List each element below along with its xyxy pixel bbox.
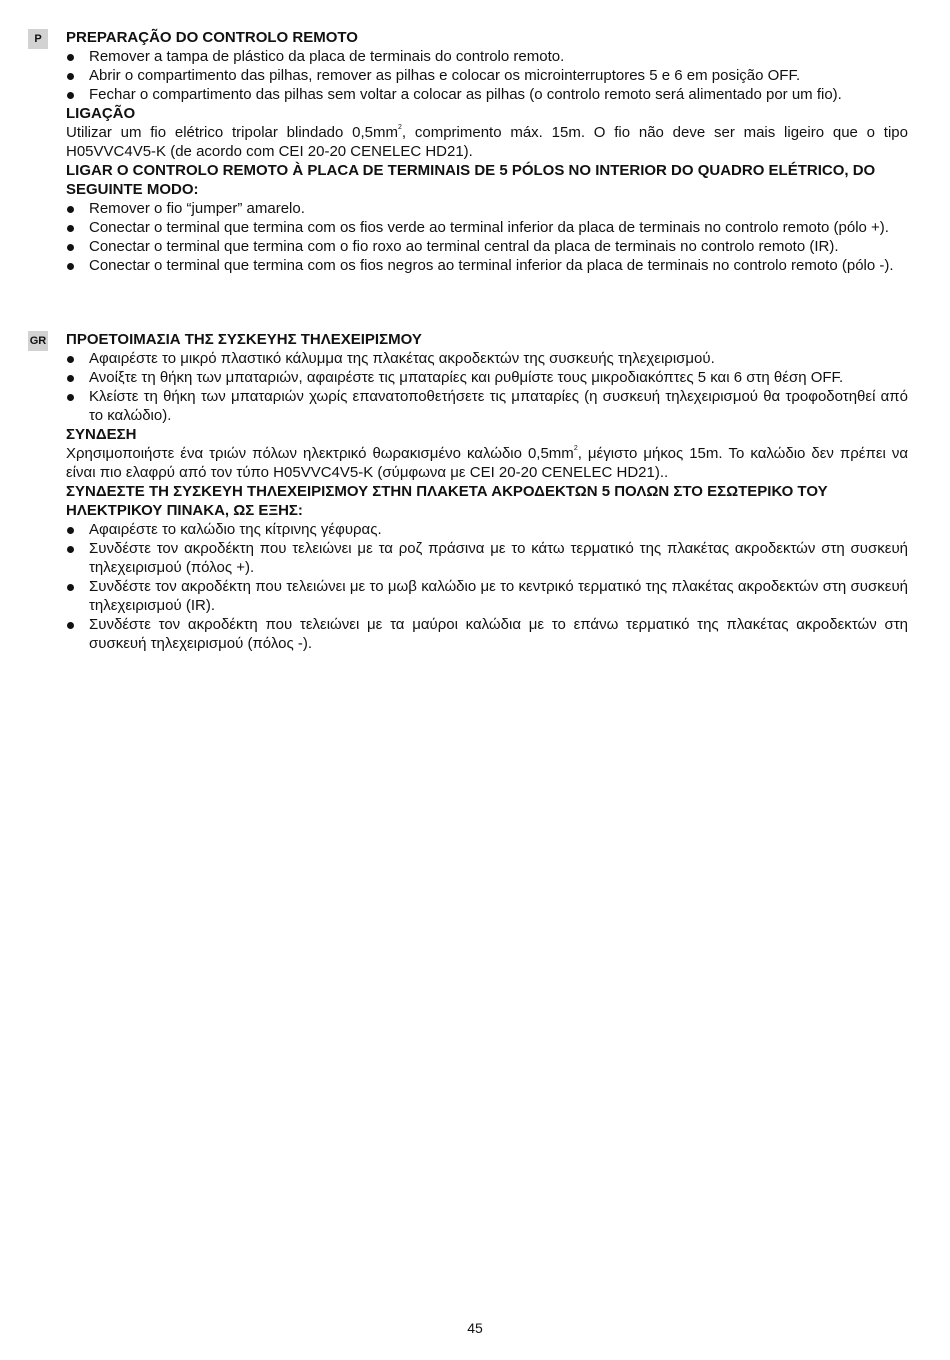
bullet-icon [67,225,74,232]
bullet-icon [67,527,74,534]
prep-list [66,349,908,425]
wiring-heading: LIGAR O CONTROLO REMOTO À PLACA DE TERMINAIS DE 5 PÓLOS NO INTERIOR DO QUADRO ELÉTRICO, DO SEGUINTE MODO: [66,162,876,198]
list-item: Συνδέστε τον ακροδέκτη που τελειώνει με το μωβ καλώδιο με το κεντρικό τερματικό της πλακέτας ακροδεκτών στη συσκευή τηλεχειρισμού (IR). [66,577,908,615]
bullet-icon [67,546,74,553]
list-item: Αφαιρέστε το μικρό πλαστικό κάλυμμα της πλακέτας ακροδεκτών της συσκευής τηλεχειρισμού. [66,349,908,368]
list-item: Fechar o compartimento das pilhas sem voltar a colocar as pilhas (o controlo remoto será alimentado por um fio). [66,85,908,104]
list-item: Συνδέστε τον ακροδέκτη που τελειώνει με τα ροζ πράσινα με το κάτω τερματικό της πλακέτας ακροδεκτών στη συσκευή τηλεχειρισμού (πόλος +). [66,539,908,577]
list-item: Abrir o compartimento das pilhas, remover as pilhas e colocar os microinterruptores 5 e 6 em posição OFF. [66,66,908,85]
list-item: Αφαιρέστε το καλώδιο της κίτρινης γέφυρας. [66,520,908,539]
list-item: Conectar o terminal que termina com os fios verde ao terminal inferior da placa de terminais no controlo remoto (pólo +). [66,218,908,237]
wiring-list [66,199,908,275]
language-tab-gr: GR [28,331,48,351]
connection-paragraph: Χρησιμοποιήστε ένα τριών πόλων ηλεκτρικό θωρακισμένο καλώδιο $0,5mm^2$, μέγιστο μήκος 15m. Το καλώδιο δεν πρέπει να είναι πιο ελαφρύ από τον τύπο H05VVC4V5-K (σύμφωνα με CEI 20-20 CENELEC HD21).. [66,445,909,481]
list-item: Συνδέστε τον ακροδέκτη που τελειώνει με τα μαύροι καλώδια με το επάνω τερματικό της πλακέτας ακροδεκτών στη συσκευή τηλεχειρισμού (πόλος -). [66,615,908,653]
wiring-list [66,520,908,653]
list-item: Ανοίξτε τη θήκη των μπαταριών, αφαιρέστε τις μπαταρίες και ρυθμίστε τους μικροδιακόπτες 5 και 6 στη θέση OFF. [66,368,908,387]
section-title: PREPARAÇÃO DO CONTROLO REMOTO [66,29,358,46]
bullet-icon [67,92,74,99]
bullet-icon [67,356,74,363]
connection-heading: ΣΥΝΔΕΣΗ [66,426,137,443]
bullet-icon [67,54,74,61]
bullet-icon [67,584,74,591]
section-portuguese [66,28,908,275]
list-item: Remover a tampa de plástico da placa de terminais do controlo remoto. [66,47,908,66]
connection-heading: LIGAÇÃO [66,105,136,122]
list-item: Conectar o terminal que termina com o fio roxo ao terminal central da placa de terminais no controlo remoto (IR). [66,237,908,256]
section-greek [66,330,908,653]
bullet-icon [67,244,74,251]
bullet-icon [67,263,74,270]
language-tab-p: P [28,29,48,49]
page-number: 45 [467,1320,483,1336]
bullet-icon [67,622,74,629]
bullet-icon [67,375,74,382]
list-item: Conectar o terminal que termina com os fios negros ao terminal inferior da placa de terminais no controlo remoto (pólo -). [66,256,908,275]
bullet-icon [67,394,74,401]
bullet-icon [67,73,74,80]
wiring-heading: ΣΥΝΔΕΣΤΕ ΤΗ ΣΥΣΚΕΥΗ ΤΗΛΕΧΕΙΡΙΣΜΟΥ ΣΤΗΝ ΠΛΑΚΕΤΑ ΑΚΡΟΔΕΚΤΩΝ 5 ΠΟΛΩΝ ΣΤΟ ΕΣΩΤΕΡΙΚΟ ΤΟΥ ΗΛΕΚΤΡΙΚΟΥ ΠΙΝΑΚΑ, ΩΣ ΕΞΗΣ: [66,483,828,519]
list-item: Κλείστε τη θήκη των μπαταριών χωρίς επανατοποθετήσετε τις μπαταρίες (η συσκευή τηλεχειρισμού θα τροφοδοτηθεί από το καλώδιο). [66,387,908,425]
list-item: Remover o fio “jumper” amarelo. [66,199,908,218]
connection-paragraph: Utilizar um fio elétrico tripolar blindado $0,5mm^2$, comprimento máx. 15m. O fio não deve ser mais ligeiro que o tipo H05VVC4V5-K (de acordo com CEI 20-20 CENELEC HD21). [66,124,908,160]
section-title: ΠΡΟΕΤΟΙΜΑΣΙΑ ΤΗΣ ΣΥΣΚΕΥΗΣ ΤΗΛΕΧΕΙΡΙΣΜΟΥ [66,331,422,348]
prep-list [66,47,908,104]
bullet-icon [67,206,74,213]
